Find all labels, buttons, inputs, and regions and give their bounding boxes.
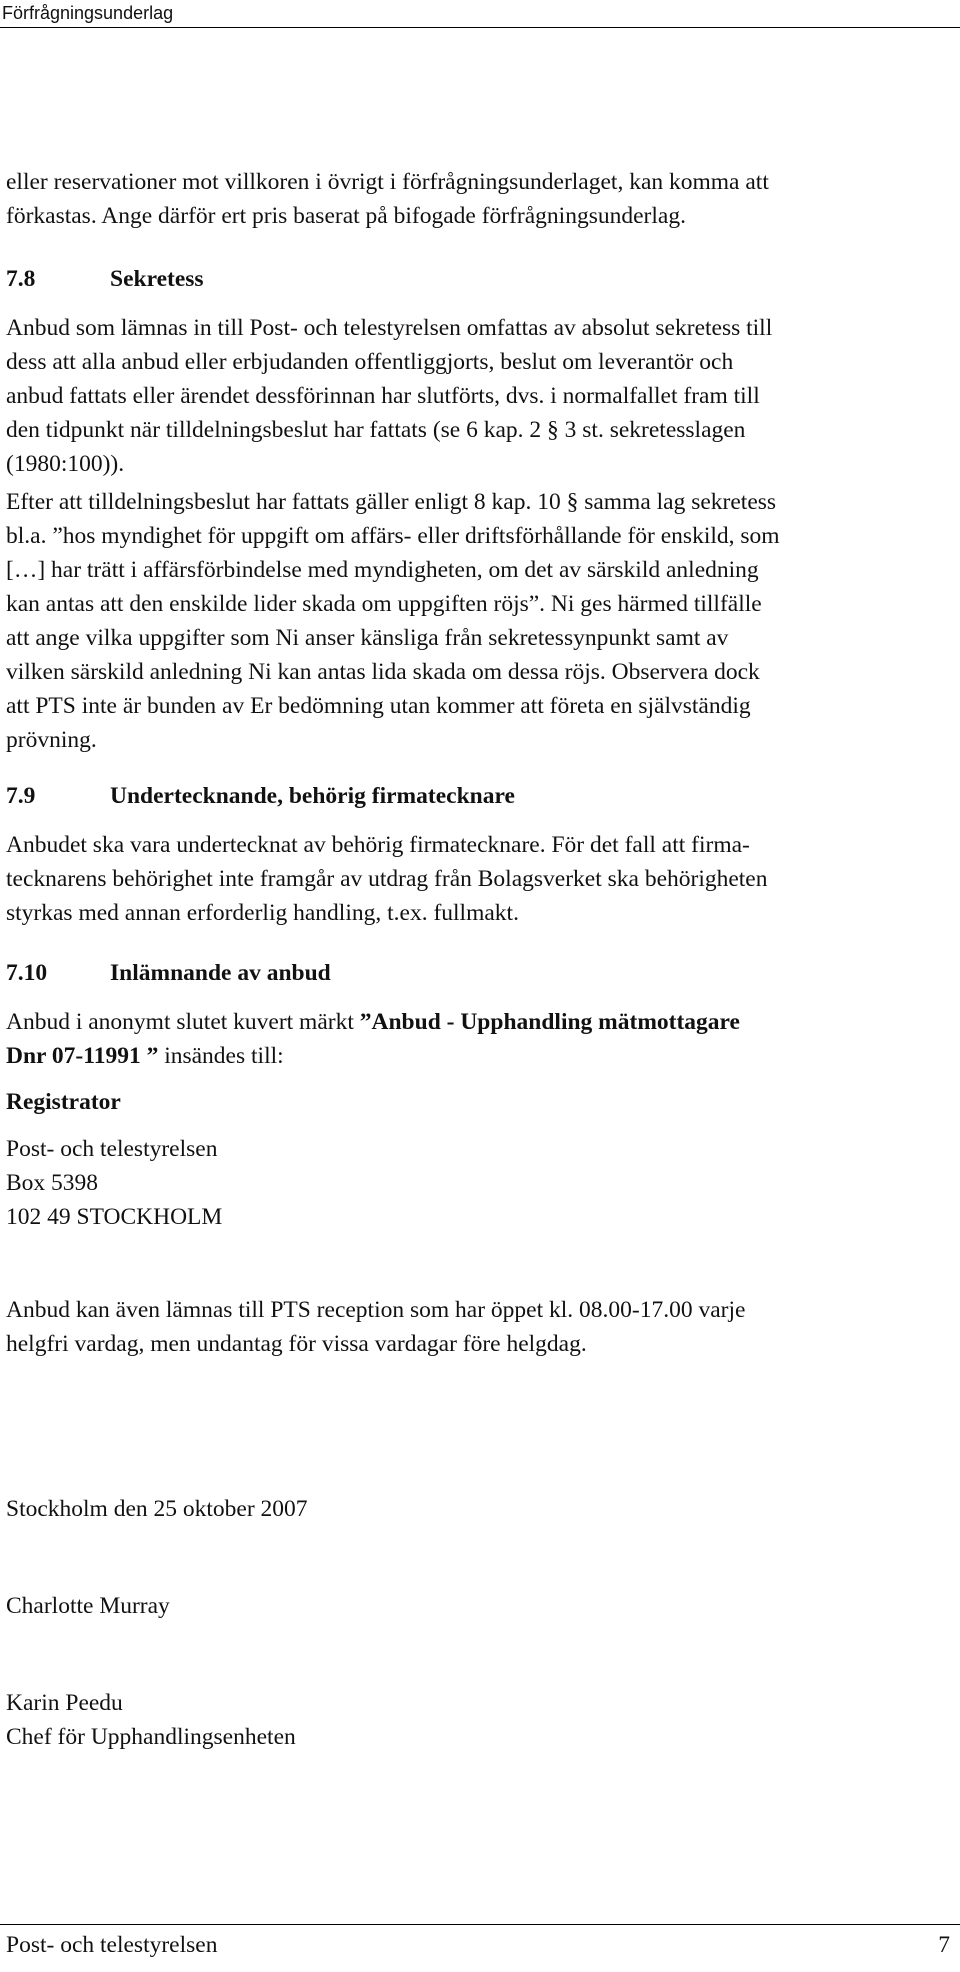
address-line: Box 5398 (6, 1170, 99, 1196)
text-line: att ange vilka uppgifter som Ni anser känsliga från sekretessynpunkt samt av (6, 625, 729, 651)
text-line: anbud fattats eller ärendet dessförinnan har slutförts, dvs. i normalfallet fram till (6, 383, 760, 409)
intro-line: eller reservationer mot villkoren i övrigt i förfrågningsunderlaget, kan komma att (6, 169, 769, 195)
document-body (6, 165, 936, 1754)
running-header: Förfrågningsunderlag (2, 3, 174, 23)
text-line: dess att alla anbud eller erbjudanden offentliggjorts, beslut om leverantör och (6, 349, 734, 375)
text-line: Efter att tilldelningsbeslut har fattats gäller enligt 8 kap. 10 § samma lag sekretess (6, 489, 777, 515)
signer-name: Karin Peedu (6, 1690, 123, 1716)
submission-paragraph (6, 1005, 936, 1073)
text-line: Anbud som lämnas in till Post- och telestyrelsen omfattas av absolut sekretess till (6, 315, 773, 341)
tender-marking: Dnr 07-11991 ” (6, 1043, 159, 1069)
section-heading-7-8 (6, 262, 936, 296)
section-heading-7-10 (6, 956, 936, 990)
text-line: kan antas att den enskilde lider skada om uppgiften röjs”. Ni ges härmed tillfälle (6, 591, 762, 617)
postal-address (6, 1132, 936, 1234)
text-normal: insändes till: (158, 1043, 284, 1069)
recipient: Registrator (6, 1089, 121, 1115)
page-number: 7 (938, 1932, 950, 1958)
section-heading-7-9 (6, 779, 936, 813)
text-line: bl.a. ”hos myndighet för uppgift om affärs- eller driftsförhållande för enskild, som (6, 523, 780, 549)
section-title: Sekretess (110, 266, 204, 292)
text-line: vilken särskild anledning Ni kan antas lida skada om dessa röjs. Observera dock (6, 659, 760, 685)
section-title: Undertecknande, behörig firmatecknare (110, 783, 515, 809)
signer-name: Charlotte Murray (6, 1593, 170, 1619)
signatory-paragraph (6, 828, 936, 930)
place-date: Stockholm den 25 oktober 2007 (6, 1496, 308, 1522)
text-normal: Anbud i anonymt slutet kuvert märkt (6, 1009, 360, 1035)
confidentiality-paragraph-2 (6, 485, 936, 757)
text-line: styrkas med annan erforderlig handling, t.ex. fullmakt. (6, 900, 519, 926)
text-line: den tidpunkt när tilldelningsbeslut har fattats (se 6 kap. 2 § 3 st. sekretesslagen (6, 417, 746, 443)
signer-title: Chef för Upphandlingsenheten (6, 1724, 296, 1750)
reception-paragraph (6, 1293, 936, 1361)
page-footer (6, 1928, 950, 1962)
section-number: 7.8 (6, 266, 36, 292)
text-line: Anbud kan även lämnas till PTS reception som har öppet kl. 08.00-17.00 varje (6, 1297, 746, 1323)
footer-organization: Post- och telestyrelsen (6, 1932, 218, 1958)
header-divider (0, 27, 960, 28)
text-line: Anbudet ska vara undertecknat av behörig firmatecknare. För det fall att firma- (6, 832, 750, 858)
text-line: att PTS inte är bunden av Er bedömning utan kommer att företa en självständig (6, 693, 751, 719)
section-number: 7.9 (6, 783, 36, 809)
address-line: 102 49 STOCKHOLM (6, 1204, 223, 1230)
text-line: helgfri vardag, men undantag för vissa vardagar före helgdag. (6, 1331, 587, 1357)
text-line: tecknarens behörighet inte framgår av utdrag från Bolagsverket ska behörigheten (6, 866, 768, 892)
text-line: […] har trätt i affärsförbindelse med myndigheten, om det av särskild anledning (6, 557, 759, 583)
tender-marking: ”Anbud - Upphandling mätmottagare (359, 1009, 740, 1035)
text-line: (1980:100)). (6, 451, 125, 477)
confidentiality-paragraph (6, 311, 936, 481)
footer-divider (0, 1924, 960, 1925)
text-line (6, 1005, 936, 1039)
address-line: Post- och telestyrelsen (6, 1136, 218, 1162)
intro-line: förkastas. Ange därför ert pris baserat på bifogade förfrågningsunderlag. (6, 203, 686, 229)
section-number: 7.10 (6, 960, 48, 986)
section-title: Inlämnande av anbud (110, 960, 331, 986)
text-line: prövning. (6, 727, 97, 753)
signer-block (6, 1686, 936, 1754)
text-line (6, 1039, 936, 1073)
